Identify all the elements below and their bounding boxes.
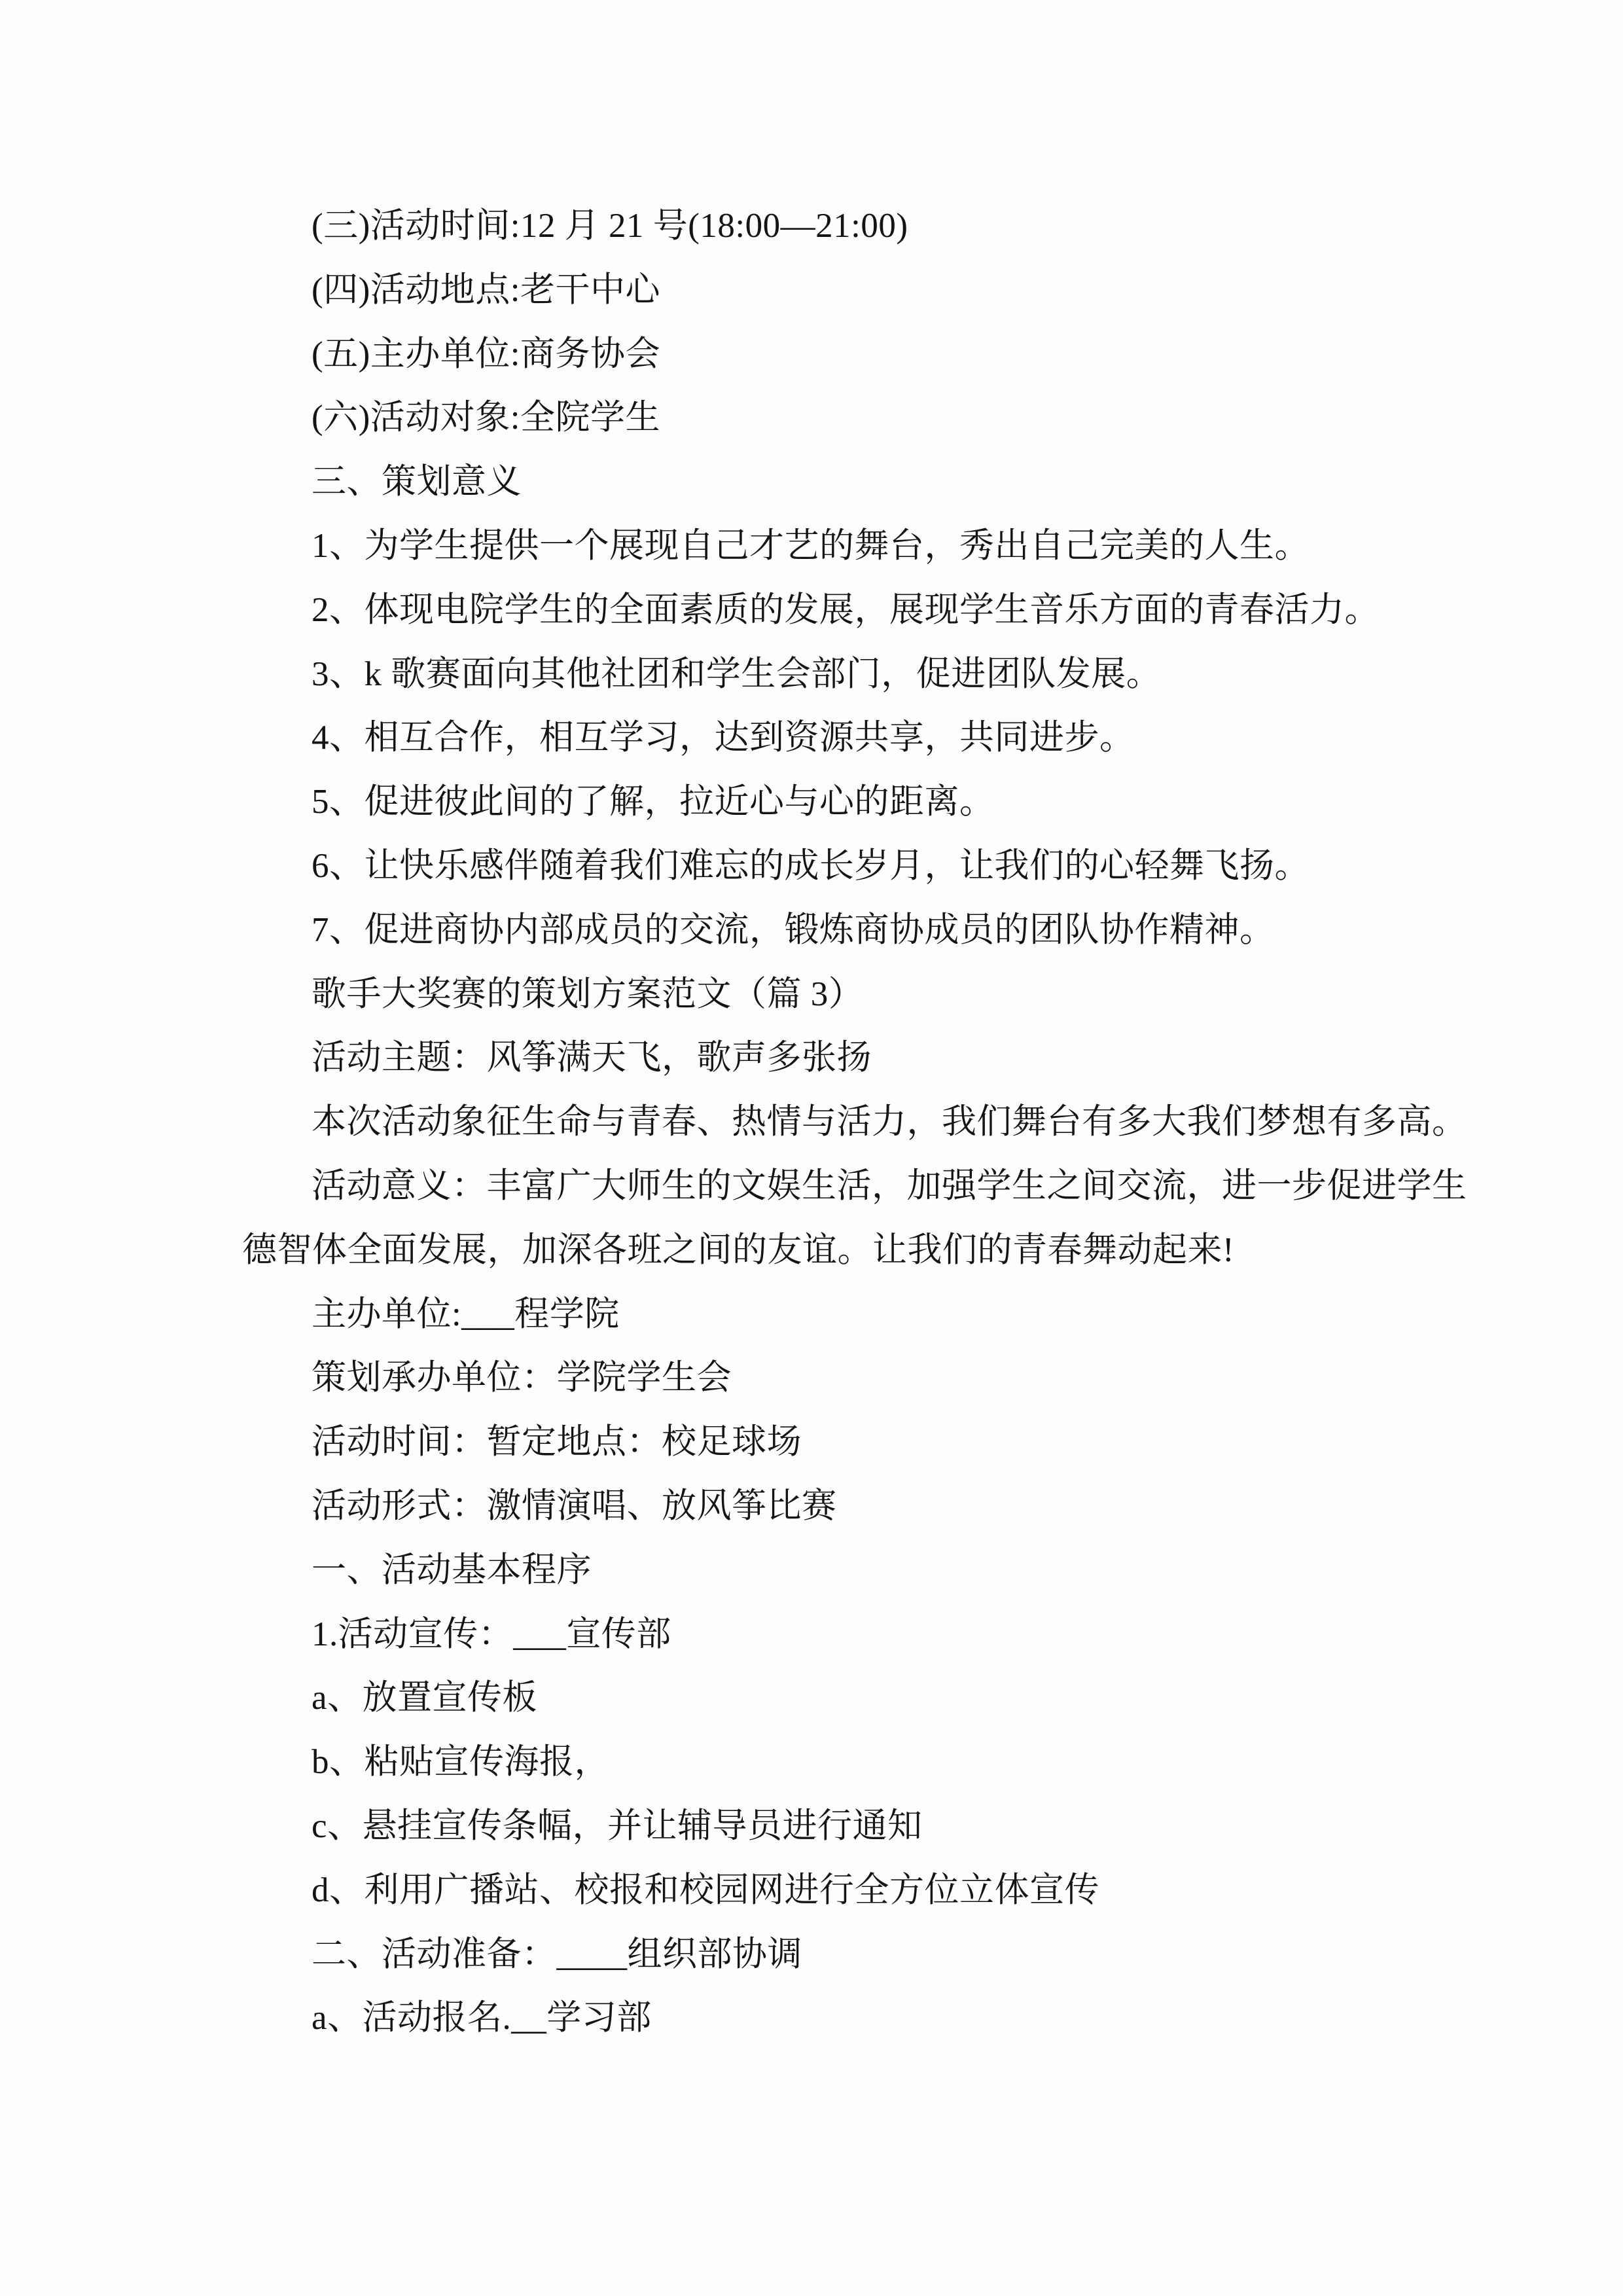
text-line: 一、活动基本程序 (312, 1551, 592, 1589)
text-line: 2、体现电院学生的全面素质的发展，展现学生音乐方面的青春活力。 (312, 590, 1380, 629)
text-line: (四)活动地点:老干中心 (312, 270, 661, 309)
text-line: 活动时间：暂定地点：校足球场 (312, 1423, 802, 1462)
text-line: 活动形式：激情演唱、放风筝比赛 (312, 1486, 837, 1525)
text-line: (三)活动时间:12 月 21 号(18:00—21:00) (312, 207, 908, 245)
text-line: 活动主题：风筝满天飞，歌声多张扬 (312, 1039, 872, 1077)
text-line: 三、策划意义 (312, 463, 522, 501)
text-line: 主办单位:___程学院 (312, 1295, 620, 1333)
document-body (242, 194, 1467, 2051)
text-line: 7、促进商协内部成员的交流，锻炼商协成员的团队协作精神。 (312, 910, 1275, 949)
text-line: d、利用广播站、校报和校园网进行全方位立体宣传 (312, 1871, 1099, 1909)
text-line: a、活动报名.__学习部 (312, 1999, 652, 2037)
text-line: 活动意义：丰富广大师生的文娱生活，加强学生之间交流，进一步促进学生 (312, 1166, 1467, 1205)
text-line: 德智体全面发展，加深各班之间的友谊。让我们的青春舞动起来! (242, 1230, 1235, 1269)
text-line: 3、k 歌赛面向其他社团和学生会部门，促进团队发展。 (312, 655, 1162, 693)
text-line: 4、相互合作，相互学习，达到资源共享，共同进步。 (312, 719, 1135, 757)
text-line: 6、让快乐感伴随着我们难忘的成长岁月，让我们的心轻舞飞扬。 (312, 846, 1310, 885)
text-line: a、放置宣传板 (312, 1679, 538, 1717)
text-line: 二、活动准备：____组织部协调 (312, 1935, 802, 1973)
text-line: 策划承办单位：学院学生会 (312, 1359, 732, 1397)
text-line: 歌手大奖赛的策划方案范文（篇 3） (312, 975, 864, 1013)
text-line: 本次活动象征生命与青春、热情与活力，我们舞台有多大我们梦想有多高。 (312, 1103, 1467, 1141)
text-line: 5、促进彼此间的了解，拉近心与心的距离。 (312, 783, 995, 821)
text-line: (五)主办单位:商务协会 (312, 334, 661, 373)
text-line: (六)活动对象:全院学生 (312, 399, 661, 437)
text-line: c、悬挂宣传条幅，并让辅导员进行通知 (312, 1806, 923, 1845)
text-line: 1.活动宣传：___宣传部 (312, 1615, 671, 1653)
text-line: 1、为学生提供一个展现自己才艺的舞台，秀出自己完美的人生。 (312, 526, 1310, 565)
text-line: b、粘贴宣传海报， (312, 1743, 609, 1782)
